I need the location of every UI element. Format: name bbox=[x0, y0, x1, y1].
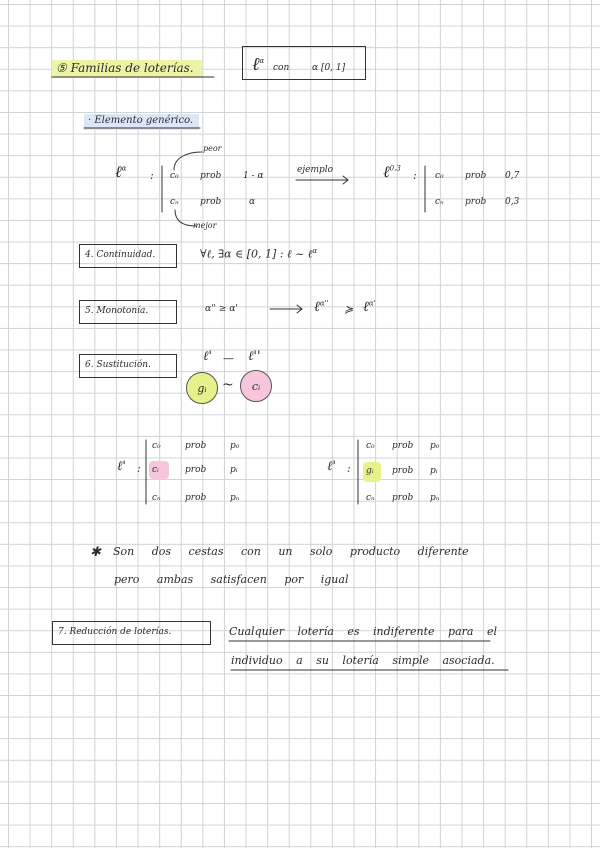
section-title bbox=[52, 60, 202, 78]
monotonia-geq: ≽ bbox=[344, 303, 354, 316]
generic-row1-c: c₀ bbox=[170, 171, 179, 181]
lottery-right-row2-prob: prob bbox=[392, 493, 414, 503]
lottery-left-row1-prob: prob bbox=[185, 465, 207, 475]
sustitucion-top-b: ℓ'' bbox=[248, 349, 261, 364]
example-lhs: ℓ$^{0,3}$ bbox=[383, 162, 401, 181]
example-row2-prob: prob bbox=[465, 197, 487, 207]
lottery-left-row2-p: pₙ bbox=[230, 493, 240, 503]
sustitucion-label: 6. Sustitución. bbox=[85, 360, 151, 370]
lottery-left-row2-prob: prob bbox=[185, 493, 207, 503]
lottery-left-lhs: ℓ' bbox=[117, 459, 126, 474]
lottery-left-colon: : bbox=[137, 462, 141, 475]
example-row2-v: 0,3 bbox=[505, 197, 520, 207]
note-star: ✱ bbox=[90, 545, 101, 560]
lottery-right-row1-prob: prob bbox=[392, 466, 414, 476]
monotonia-lhs: α'' ≥ α' bbox=[205, 304, 238, 314]
reduccion-line2: individuo a su lotería simple asociada. bbox=[231, 654, 495, 667]
header-range: α [0, 1] bbox=[312, 63, 346, 73]
generic-colon: : bbox=[150, 169, 154, 182]
lottery-left-row0-prob: prob bbox=[185, 441, 207, 451]
generic-lhs: ℓ$^\alpha$ bbox=[115, 162, 127, 181]
reduccion-label: 7. Reducción de loterías. bbox=[58, 627, 172, 637]
example-label: ejemplo bbox=[297, 165, 334, 175]
continuity-label: 4. Continuidad. bbox=[85, 250, 156, 260]
lottery-right-row2-c: cₙ bbox=[366, 493, 375, 503]
lottery-left-row0-c: c₀ bbox=[152, 441, 161, 451]
lottery-left-row1-p: pᵢ bbox=[230, 465, 238, 475]
note-line1: Son dos cestas con un solo producto diferente bbox=[113, 545, 469, 558]
lottery-left-row0-p: p₀ bbox=[230, 441, 240, 451]
example-row1-c: c₀ bbox=[435, 171, 444, 181]
lottery-right-row1-c: gᵢ bbox=[366, 466, 374, 476]
note-line2: pero ambas satisfacen por igual bbox=[114, 573, 349, 586]
lottery-right-row0-p: p₀ bbox=[430, 441, 440, 451]
monotonia-rhs-b: ℓ$^{\alpha'}$ bbox=[363, 299, 376, 315]
example-row1-v: 0,7 bbox=[505, 171, 520, 181]
peor-arrow bbox=[174, 152, 202, 170]
example-row1-prob: prob bbox=[465, 171, 487, 181]
lottery-left-row1-c: cᵢ bbox=[152, 465, 159, 475]
sustitucion-top-sep: — bbox=[223, 352, 234, 365]
generic-row1-prob: prob bbox=[200, 171, 222, 181]
generic-row2-prob: prob bbox=[200, 197, 222, 207]
lottery-right-row2-p: pₙ bbox=[430, 493, 440, 503]
monotonia-arrow bbox=[270, 305, 302, 313]
example-row2-c: cₙ bbox=[435, 197, 444, 207]
generic-label: · Elemento genérico. bbox=[84, 114, 199, 130]
continuity-formula: ∀ℓ, ∃α ∈ [0, 1] : ℓ ~ ℓ$^\alpha$ bbox=[200, 247, 318, 261]
generic-row1-v: 1 - α bbox=[243, 171, 264, 181]
reduccion-line1: Cualquier lotería es indiferente para el bbox=[229, 625, 498, 638]
lottery-left-row2-c: cₙ bbox=[152, 493, 161, 503]
lottery-right-colon: : bbox=[347, 462, 351, 475]
header-symbol: ℓ$^\alpha$ bbox=[252, 54, 265, 75]
generic-peor: peor bbox=[203, 144, 222, 153]
lottery-right-row1-p: pᵢ bbox=[430, 466, 438, 476]
sustitucion-tilde: ~ bbox=[222, 377, 234, 393]
ci-circle: cᵢ bbox=[240, 370, 272, 402]
lottery-right-row0-c: c₀ bbox=[366, 441, 375, 451]
lottery-right-row0-prob: prob bbox=[392, 441, 414, 451]
monotonia-label: 5. Monotonía. bbox=[85, 306, 149, 316]
section-number: ⑤ bbox=[56, 61, 67, 75]
sustitucion-top-a: ℓ' bbox=[203, 349, 212, 364]
generic-row2-v: α bbox=[249, 197, 256, 207]
generic-row2-c: cₙ bbox=[170, 197, 179, 207]
monotonia-rhs-a: ℓ$^{\alpha''}$ bbox=[314, 299, 329, 315]
header-con: con bbox=[273, 63, 290, 73]
section-title-text: Familias de loterías. bbox=[70, 61, 194, 75]
gi-circle: gᵢ bbox=[186, 372, 218, 404]
lottery-right-lhs: ℓ' bbox=[327, 459, 336, 474]
example-arrow bbox=[296, 176, 348, 184]
example-colon: : bbox=[413, 169, 417, 182]
generic-mejor: mejor bbox=[193, 221, 217, 230]
